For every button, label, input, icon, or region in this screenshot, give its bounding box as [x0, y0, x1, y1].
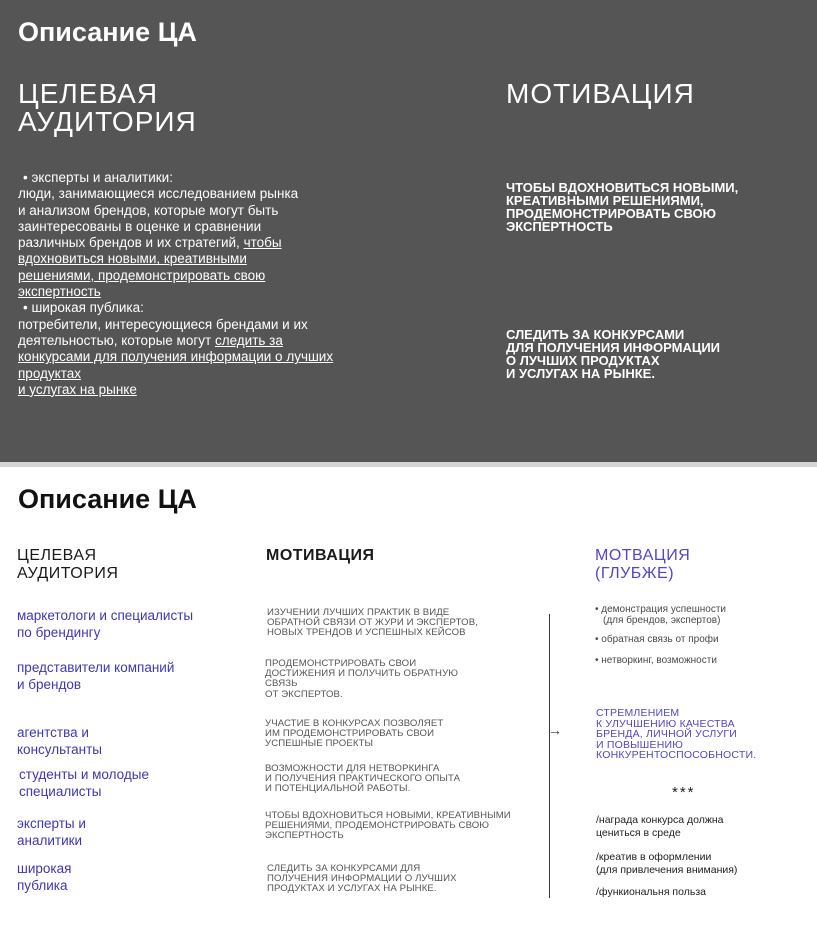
slide-2-title: Описание ЦА	[18, 484, 197, 514]
motivation-line: И УСЛУГАХ НА РЫНКЕ.	[506, 366, 655, 381]
note-line: цениться в среде	[596, 827, 681, 839]
deep-bullet-line: • нетворкинг, возможности	[595, 655, 717, 666]
heading-line: ЦЕЛЕВАЯ	[17, 547, 97, 564]
audience-line: и брендов	[17, 676, 82, 692]
underlined-line: вдохновиться новыми, креативными	[18, 251, 247, 267]
audience-item	[17, 861, 71, 894]
note-item	[596, 814, 724, 840]
motivation-line: И ПОЛУЧЕНИЯ ПРАКТИЧЕСКОГО ОПЫТА	[265, 773, 461, 785]
audience-line: широкая	[17, 861, 72, 876]
statement-line: БРЕНДА, ЛИЧНОЙ УСЛУГИ	[596, 728, 737, 740]
motivation-line: ПРОДУКТАХ И УСЛУГАХ НА РЫНКЕ.	[267, 883, 437, 895]
motivation-line: СВЯЗЬ	[265, 678, 298, 690]
audience-column-heading	[17, 547, 118, 583]
note-line: (для привлечения внимания)	[596, 864, 738, 876]
deep-bullet	[595, 634, 719, 645]
motivation-item	[265, 719, 443, 750]
motivation-line: СЛЕДИТЬ ЗА КОНКУРСАМИ ДЛЯ	[267, 863, 421, 874]
statement-line: КОНКУРЕНТОСПОСОБНОСТИ.	[596, 749, 757, 761]
motivation-line: ЭКСПЕРТНОСТЬ	[506, 219, 613, 234]
body-line: потребители, интересующиеся брендами и их	[18, 316, 308, 332]
deep-bullet	[595, 655, 717, 666]
deep-bullet	[595, 604, 726, 626]
note-line: /награда конкурса должна	[596, 814, 724, 826]
motivation-line: ЭКСПЕРТНОСТЬ	[265, 830, 344, 842]
body-line	[18, 235, 388, 251]
note-item	[596, 886, 706, 899]
heading-line: АУДИТОРИЯ	[17, 565, 119, 582]
heading-line: (ГЛУБЖЕ)	[595, 565, 675, 582]
body-text: деятельностью, которые могут	[18, 332, 215, 348]
underlined-text: следить за	[214, 332, 283, 348]
audience-line: публика	[17, 877, 68, 893]
body-line: заинтересованы в оценке и сравнении	[18, 218, 262, 234]
audience-description	[18, 170, 388, 398]
underlined-line: продуктах	[18, 365, 82, 381]
audience-item	[17, 816, 86, 849]
motivation-line: ВОЗМОЖНОСТИ ДЛЯ НЕТВОРКИНГА	[265, 763, 440, 774]
motivation-line: ЧТОБЫ ВДОХНОВИТЬСЯ НОВЫМИ,	[506, 180, 739, 195]
audience-line: специалисты	[19, 783, 102, 799]
motivation-line: О ЛУЧШИХ ПРОДУКТАХ	[506, 353, 660, 368]
motivation-item	[265, 764, 460, 795]
underlined-line: экспертность	[18, 284, 101, 300]
deep-bullet-line: (для брендов, экспертов)	[603, 615, 721, 626]
motivation-heading: МОТИВАЦИЯ	[506, 78, 695, 109]
deep-statement	[596, 708, 756, 761]
note-line: /функиональня польза	[596, 886, 706, 898]
motivation-item	[265, 811, 511, 842]
underlined-line: решениями, продемонстрировать свою	[18, 267, 266, 283]
motivation-line: ПОЛУЧЕНИЯ ИНФОРМАЦИИ О ЛУЧШИХ	[267, 873, 457, 885]
statement-line: К УЛУЧШЕНИЮ КАЧЕСТВА	[596, 717, 735, 730]
slide-1	[0, 0, 817, 462]
statement-line: И ПОВЫШЕНИЮ	[596, 738, 684, 751]
motivation-line: И ПОТЕНЦИАЛЬНОЙ РАБОТЫ.	[265, 783, 411, 795]
body-text: различных брендов и их стратегий,	[18, 235, 244, 251]
arrow-icon: →	[548, 722, 562, 738]
audience-line: аналитики	[17, 832, 83, 848]
motivation-line: ОТ ЭКСПЕРТОВ.	[265, 688, 343, 700]
motivation-item	[265, 659, 458, 700]
audience-line: консультанты	[17, 741, 102, 757]
note-line: /креатив в оформлении	[596, 851, 712, 863]
motivation-block-1	[506, 181, 738, 233]
motivation-column-heading: МОТИВАЦИЯ	[266, 547, 375, 564]
body-line	[18, 333, 388, 349]
bullet-title: • широкая публика:	[23, 300, 144, 316]
heading-line: МОТВАЦИЯ	[595, 547, 691, 564]
motivation-line: НОВЫХ ТРЕНДОВ И УСПЕШНЫХ КЕЙСОВ	[267, 627, 466, 639]
slide-1-title: Описание ЦА	[18, 17, 197, 47]
motivation-line: СЛЕДИТЬ ЗА КОНКУРСАМИ	[506, 327, 685, 342]
motivation-block-2	[506, 328, 720, 380]
underlined-text: чтобы	[243, 235, 282, 251]
audience-line: по брендингу	[17, 624, 101, 640]
deep-motivation-heading	[595, 547, 690, 583]
motivation-line: КРЕАТИВНЫМИ РЕШЕНИЯМИ,	[506, 193, 704, 208]
motivation-line: ЧТОБЫ ВДОХНОВИТЬСЯ НОВЫМИ, КРЕАТИВНЫМИ	[265, 810, 511, 821]
audience-heading-line: ЦЕЛЕВАЯ	[18, 78, 159, 109]
motivation-line: ПРОДЕМОНСТРИРОВАТЬ СВОЮ	[506, 206, 717, 221]
column-divider-line	[549, 614, 550, 898]
audience-item	[17, 725, 102, 758]
audience-line: эксперты и	[17, 816, 86, 831]
audience-item	[17, 608, 193, 641]
deep-bullet-line: • обратная связь от профи	[595, 634, 719, 645]
body-line: люди, занимающиеся исследованием рынка	[18, 186, 299, 202]
audience-line: маркетологи и специалисты	[17, 608, 194, 623]
audience-item	[17, 660, 174, 693]
motivation-line: ИМ ПРОДЕМОНСТРИРОВАТЬ СВОИ	[265, 728, 435, 740]
deep-bullet-line: • демонстрация успешности	[595, 604, 726, 615]
body-line: и анализом брендов, которые могут быть	[18, 202, 279, 218]
bullet-title: • эксперты и аналитики:	[23, 170, 173, 185]
underlined-line: и услугах на рынке	[18, 381, 137, 397]
audience-line: представители компаний	[17, 660, 175, 675]
audience-line: агентства и	[17, 725, 89, 740]
statement-line: СТРЕМЛЕНИЕМ	[596, 707, 680, 719]
slide-2	[0, 467, 817, 931]
motivation-line: ДОСТИЖЕНИЯ И ПОЛУЧИТЬ ОБРАТНУЮ	[265, 668, 459, 680]
motivation-item	[267, 864, 457, 895]
motivation-line: РЕШЕНИЯМИ, ПРОДЕМОНСТРИРОВАТЬ СВОЮ	[265, 820, 490, 832]
motivation-line: ПРОДЕМОНСТРИРОВАТЬ СВОИ	[265, 658, 417, 669]
note-item	[596, 851, 737, 877]
motivation-line: УСПЕШНЫЕ ПРОЕКТЫ	[265, 738, 374, 750]
motivation-line: ИЗУЧЕНИИ ЛУЧШИХ ПРАКТИК В ВИДЕ	[267, 607, 450, 618]
motivation-line: ОБРАТНОЙ СВЯЗИ ОТ ЖУРИ И ЭКСПЕРТОВ,	[267, 617, 478, 629]
motivation-item	[267, 608, 478, 639]
motivation-line: ДЛЯ ПОЛУЧЕНИЯ ИНФОРМАЦИИ	[506, 340, 721, 355]
motivation-line: УЧАСТИЕ В КОНКУРСАХ ПОЗВОЛЯЕТ	[265, 718, 444, 729]
audience-heading-line: АУДИТОРИЯ	[18, 106, 197, 137]
audience-heading	[18, 80, 197, 136]
stars-separator: ***	[672, 784, 696, 801]
audience-item	[19, 767, 149, 800]
underlined-line: конкурсами для получения информации о лучших	[18, 349, 334, 365]
audience-line: студенты и молодые	[19, 767, 149, 782]
